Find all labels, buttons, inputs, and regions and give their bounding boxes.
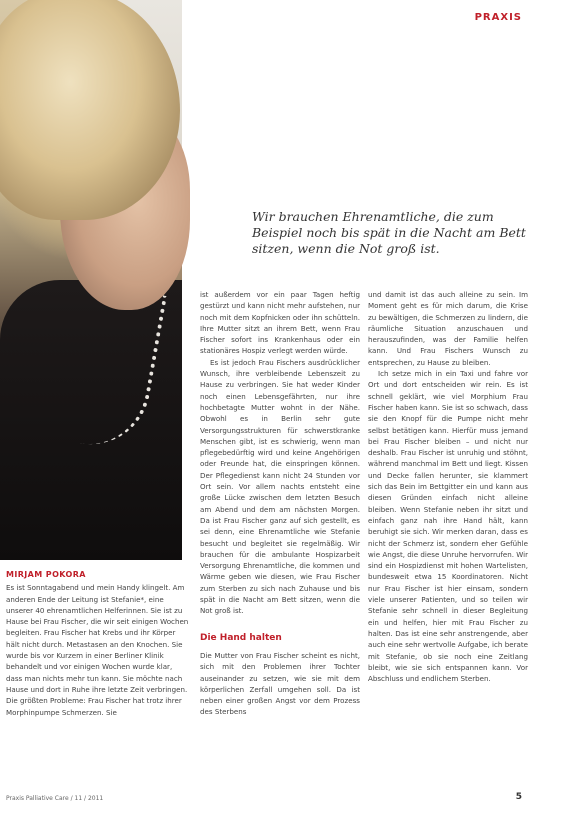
author-block [6, 569, 190, 718]
paragraph: Es ist jedoch Frau Fischers ausdrücklicher Wunsch, ihre verbleibende Lebenszeit zu Hause zu verbringen. Sie hat weder Kinder noch einen Lebensgefährten, nur ihre hochbetagte Mutter wohnt in der Nähe. Obwohl es in Berlin sehr gute Versorgungsstrukturen für schwerstkranke Menschen gibt, ist es schwierig, wenn man pflegebedürftig wird und keine Angehörigen oder Freunde hat, die einspringen können. Der Pflegedienst kann nicht 24 Stunden vor Ort sein. Vor allem nachts entsteht eine große Lücke zwischen dem letzten Besuch am Abend und dem am nächsten Morgen. Da ist Frau Fischer ganz auf sich gestellt, es sei denn, eine Ehrenamtliche wie Stefanie besucht und begleitet sie regelmäßig. Wir brauchen für die ambulante Hospizarbeit Versorgung Ehrenamtliche, die kommen und Wärme geben wie diesen, wie Frau Fischer zum Sterben zu sich nach Zuhause und bis spät in die Nacht am Bett sitzen, wenn die Not groß ist. [200, 357, 360, 616]
portrait-photo [0, 0, 182, 560]
paragraph: und damit ist das auch alleine zu sein. Im Moment geht es für mich darum, die Krise zu bewältigen, die Schmerzen zu lindern, die räumliche Situation anzuschauen und herauszufinden, was der Familie helfen kann. Und Frau Fischers Wunsch zu entsprechen, zu Hause zu bleiben. [368, 290, 528, 367]
section-label: PRAXIS [474, 12, 522, 23]
pull-quote: Wir brauchen Ehrenamtliche, die zum Beispiel noch bis spät in die Nacht am Bett sitzen, wenn die Not groß ist. [252, 209, 526, 256]
footer-publication: Praxis Palliative Care / 11 / 2011 [6, 795, 104, 802]
text-column-2 [368, 289, 528, 684]
text-column-1 [200, 289, 360, 718]
author-intro-text: Es ist Sonntagabend und mein Handy klingelt. Am anderen Ende der Leitung ist Stefanie*, eine unserer 40 ehrenamtlichen Helferinnen. Sie ist zu Hause bei Frau Fischer, die wir seit einigen Wochen begleiten. Frau Fischer hat Krebs und ihr Körper hält nicht durch. Metastasen an den Knochen. Sie wurde bis vor Kurzem in einer Berliner Klinik behandelt und vor einigen Wochen wurde klar, dass man nichts mehr tun kann. Sie möchte nach Hause und dort in Ruhe ihre letzte Zeit verbringen. Die größten Probleme: Frau Fischer hat trotz ihrer Morphinpumpe Schmerzen. Sie [6, 583, 189, 717]
page-number: 5 [515, 792, 522, 802]
paragraph: Ich setze mich in ein Taxi und fahre vor Ort und dort entscheiden wir rein. Es ist schnell geklärt, wie viel Morphium Frau Fischer haben kann. Sie ist so schwach, dass sie den Knopf für die Pumpe nicht mehr selbst betätigen kann. Hierfür muss jemand bei Frau Fischer bleiben – und nicht nur deshalb. Frau Fischer ist unruhig und stöhnt, während manchmal im Bett und liegt. Kissen und Decke fallen herunter, sie klammert sich das Bein im Bettgitter ein und kann aus diesen Gründen einfach nicht alleine bleiben. Wenn Stefanie neben ihr sitzt und einfach ganz nah ihre Hand hält, kann beruhigt sie sich. Wir merken daran, dass es nicht der Schmerz ist, sondern eher Gefühle wie Angst, die diese Unruhe hervorrufen. Wir sind ein Hospizdienst mit hohen Wartelisten, bundesweit etwa 15 Koordinatoren. Nicht nur Frau Fischer ist hier einsam, sondern viele unserer Patienten, und so teilen wir Stefanie sehr schnell in dieser Begleitung ein und helfen, hier mit Frau Fischer zu halten. Das ist eine sehr anstrengende, aber auch eine sehr wertvolle Aufgabe, ich berate mit Stefanie, ob sie noch eine Zeitlang bleibt, wie sie sich entspannen kann. Vor Abschluss und endlichem Sterben. [368, 369, 528, 684]
paragraph: Die Mutter von Frau Fischer scheint es nicht, sich mit den Problemen ihrer Tochter auseinander zu setzen, wie sie mit dem körperlichen Zerfall umgehen soll. Da ist neben einer großen Angst vor dem Prozess des Sterbens [200, 650, 360, 717]
subheading: Die Hand halten [200, 632, 282, 643]
author-name: MIRJAM POKORA [6, 570, 86, 579]
paragraph: ist außerdem vor ein paar Tagen heftig gestürzt und kann nicht mehr aufstehen, nur noch mit dem Kopfnicken oder ihn schütteln. Ihre Mutter sitzt an ihrem Bett, wenn Frau Fischer sofort ins Krankenhaus oder ein stationäres Hospiz verlegt werden würde. [200, 290, 360, 356]
